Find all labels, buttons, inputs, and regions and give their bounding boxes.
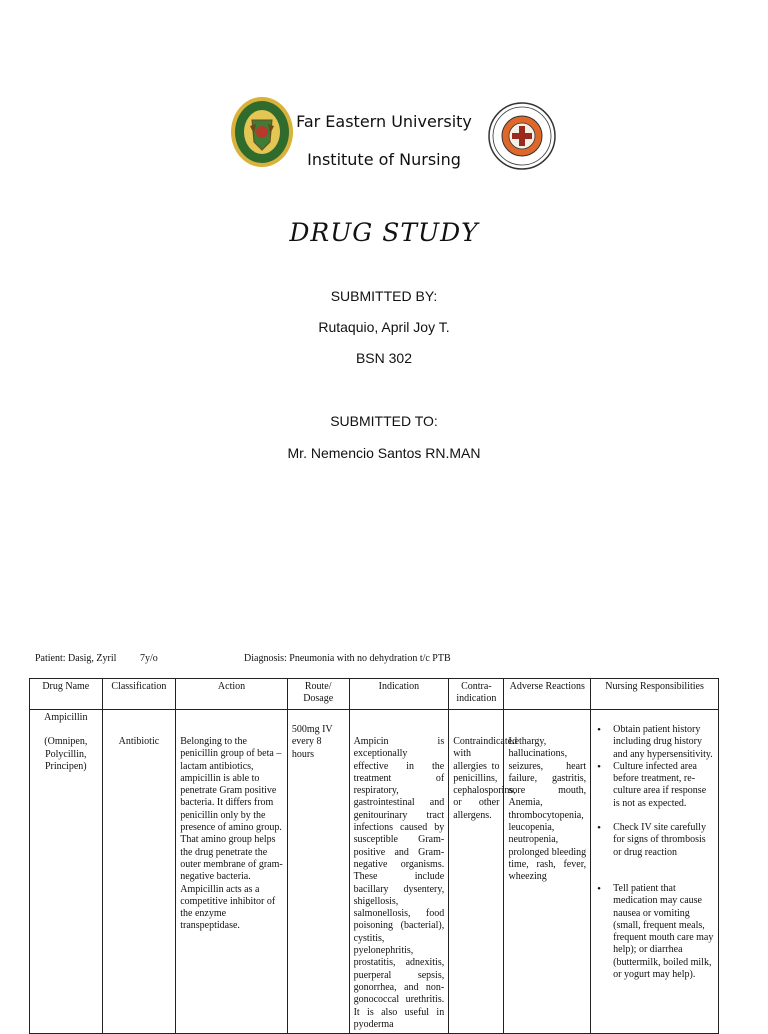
header-adverse: Adverse Reactions	[504, 679, 591, 710]
drug-action: Belonging to the penicillin group of beta – lactam antibiotics, ampicillin is able to penetrate Gram positive bacteria. It differs from penicillin only by the presence of amino group. That amino group helps the drug penetrate the outer membrane of gram-negative bacteria. Ampicillin acts as a competitive inhibitor of the enzyme transpeptidase.	[180, 736, 283, 932]
header-nursing: Nursing Responsibilities	[591, 679, 719, 710]
patient-diagnosis: Diagnosis: Pneumonia with no dehydration t/c PTB	[244, 653, 451, 664]
drug-indication: Ampicin is exceptionally effective in the treatment of respiratory, gastrointestinal and genitourinary tract infections caused by susceptible Gram-positive and Gram-negative organisms. These include bacillary dysentery, shigellosis, salmonellosis, food poisoning (bacterial), cystitis, pyelonephritis, prostatitis, adnexitis, puerperal sepsis, gonorrhea, and non-gonococcal urethritis. It is also useful in pyoderma	[353, 736, 445, 1030]
drug-adverse-reactions: Lethargy, hallucinations, seizures, heart failure, gastritis, sore mouth, Anemia, thrombocytopenia, leucopenia, neutropenia, prolonged bleeding time, rash, fever, wheezing	[508, 736, 587, 883]
header-action: Action	[176, 679, 288, 710]
cell-route	[287, 710, 349, 1034]
nursing-item: • Tell patient that medication may cause nausea or vomiting (small, frequent meals, frequent mouth care may help); or diarrhea (buttermilk, boiled milk, or yogurt may help).	[613, 883, 714, 981]
submitted-by-label: SUBMITTED BY:	[330, 288, 438, 304]
table-row	[30, 710, 719, 1034]
cell-action	[176, 710, 288, 1034]
nursing-item: • Obtain patient history including drug history and any hypersensitivity.	[613, 724, 714, 761]
header-contra: Contra-indication	[449, 679, 504, 710]
drug-contraindication: Contraindicated with allergies to penicillins, cephalosporins, or other allergens.	[453, 736, 518, 821]
document-title: DRUG STUDY	[289, 218, 479, 247]
nursing-item: • Check IV site carefully for signs of thrombosis or drug reaction	[613, 822, 714, 859]
drug-study-table	[29, 678, 719, 1034]
nursing-list	[595, 724, 714, 981]
patient-age: 7y/o	[140, 653, 158, 664]
university-name: Far Eastern University	[296, 112, 472, 131]
drug-name: Ampicillin	[44, 712, 88, 723]
header-route: Route/ Dosage	[287, 679, 349, 710]
student-name: Rutaquio, April Joy T.	[318, 319, 450, 335]
submitted-to-label: SUBMITTED TO:	[330, 413, 438, 429]
cell-adverse	[504, 710, 591, 1034]
header-indication: Indication	[349, 679, 449, 710]
institute-name: Institute of Nursing	[307, 150, 461, 169]
cell-drug-name	[30, 710, 103, 1034]
drug-route: 500mg IV every 8 hours	[291, 724, 333, 760]
section-label: BSN 302	[355, 350, 413, 366]
cell-classification	[102, 710, 176, 1034]
header-drug-name: Drug Name	[30, 679, 103, 710]
drug-brand-names: (Omnipen, Polycillin, Principen)	[44, 736, 88, 772]
drug-classification: Antibiotic	[118, 736, 160, 747]
patient-name: Patient: Dasig, Zyril	[35, 653, 117, 664]
header-classification: Classification	[102, 679, 176, 710]
instructor-name: Mr. Nemencio Santos RN.MAN	[287, 445, 481, 461]
nursing-item: • Culture infected area before treatment, re-culture area if response is not as expected.	[613, 761, 714, 810]
cell-indication	[349, 710, 449, 1034]
table-header-row	[30, 679, 719, 710]
cell-contraindication	[449, 710, 518, 1034]
cell-nursing	[591, 710, 719, 1034]
